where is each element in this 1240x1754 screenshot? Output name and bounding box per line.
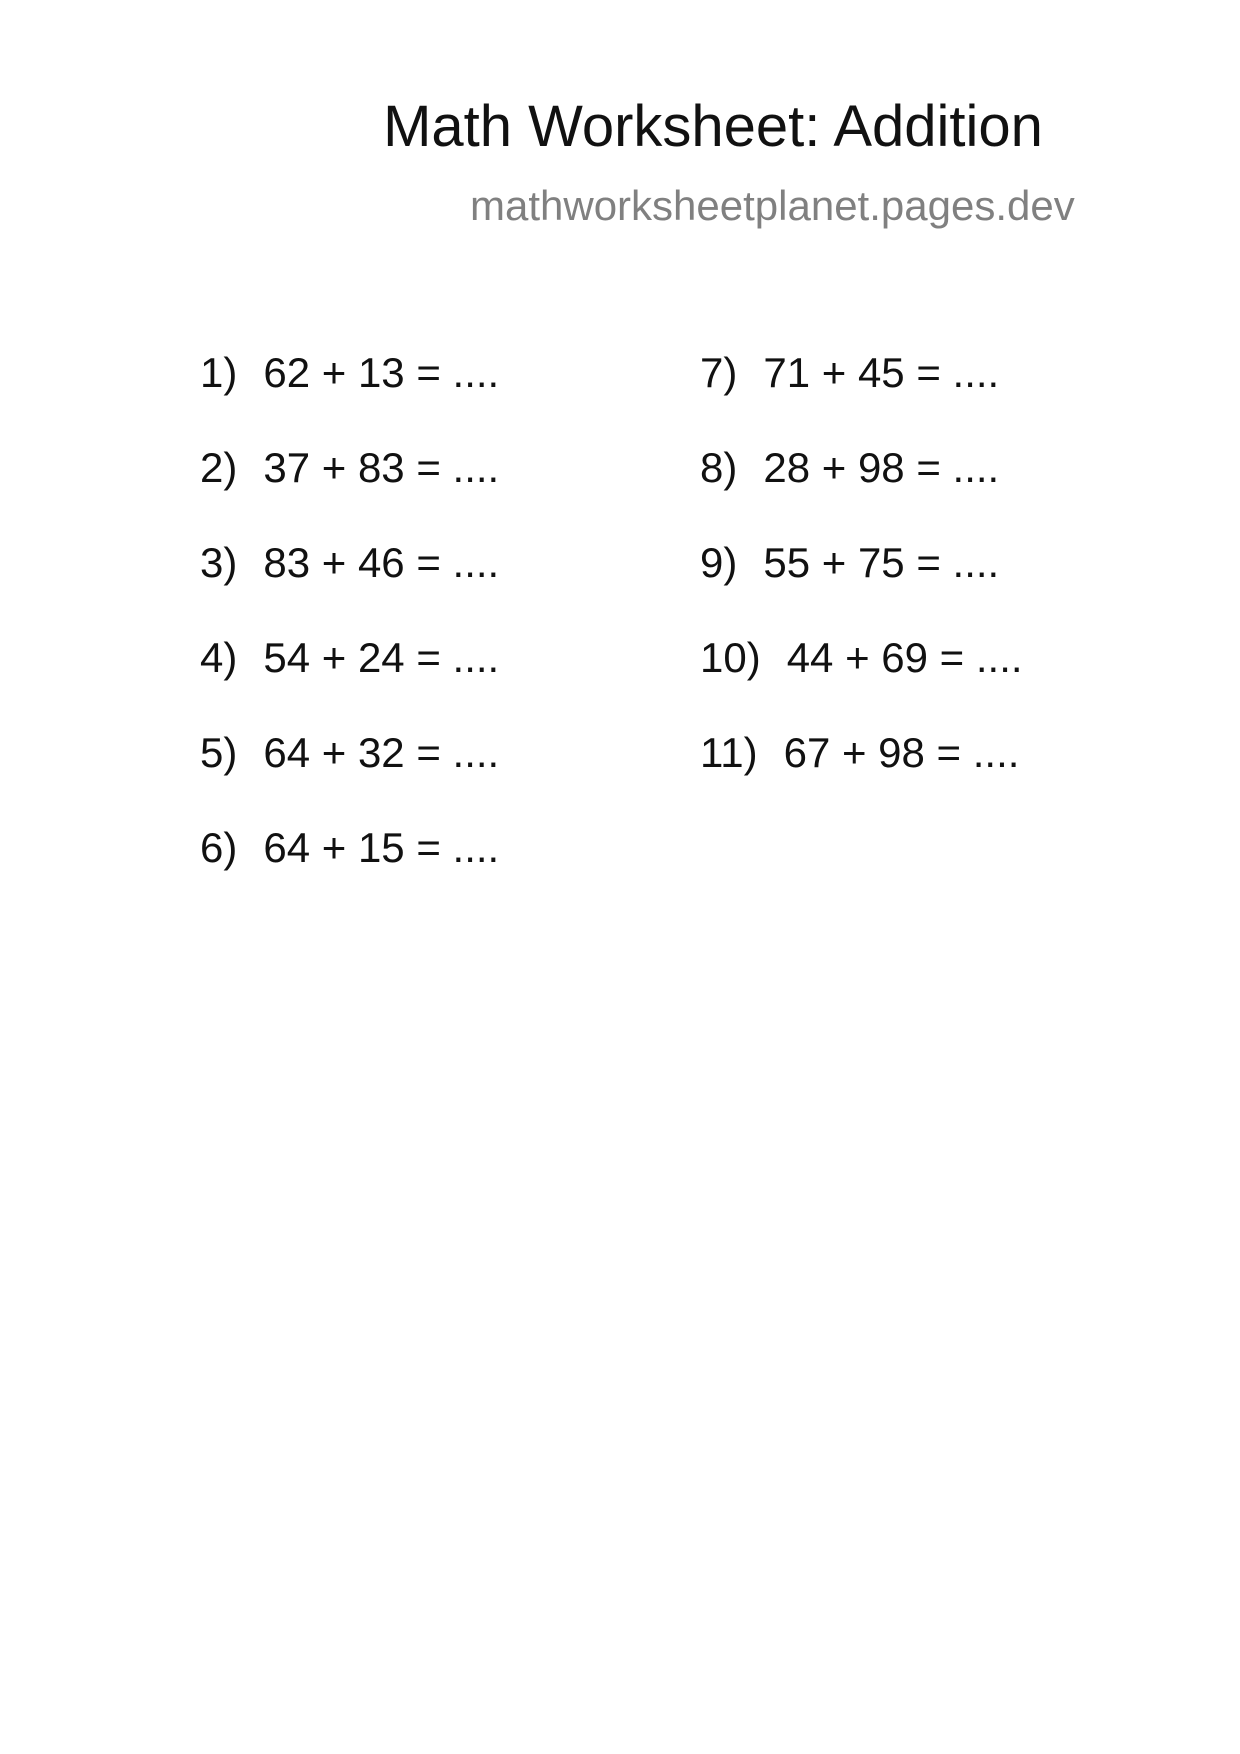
problem-number: 8) (700, 444, 738, 491)
problem-9 (700, 539, 1023, 637)
problem-expression: 44 + 69 = .... (786, 634, 1023, 681)
problem-number: 7) (700, 349, 738, 396)
problem-expression: 55 + 75 = .... (763, 539, 1000, 586)
problem-expression: 71 + 45 = .... (763, 349, 1000, 396)
page-title: Math Worksheet: Addition (383, 94, 1043, 159)
problem-expression: 83 + 46 = .... (263, 539, 500, 586)
problem-number: 5) (200, 729, 238, 776)
problem-1 (200, 349, 500, 447)
problems-column-right (700, 349, 1023, 827)
problem-expression: 28 + 98 = .... (763, 444, 1000, 491)
problem-8 (700, 444, 1023, 542)
problem-4 (200, 634, 500, 732)
problem-2 (200, 444, 500, 542)
problem-number: 9) (700, 539, 738, 586)
problem-number: 10) (700, 634, 761, 681)
problem-expression: 62 + 13 = .... (263, 349, 500, 396)
problem-11 (700, 729, 1023, 827)
problem-7 (700, 349, 1023, 447)
problems-column-left (200, 349, 500, 922)
problem-expression: 64 + 32 = .... (263, 729, 500, 776)
problem-number: 11) (700, 729, 758, 776)
problem-expression: 37 + 83 = .... (263, 444, 500, 491)
problem-10 (700, 634, 1023, 732)
problem-number: 1) (200, 349, 238, 396)
problem-6 (200, 824, 500, 922)
problem-expression: 54 + 24 = .... (263, 634, 500, 681)
problem-number: 3) (200, 539, 238, 586)
problem-expression: 64 + 15 = .... (263, 824, 500, 871)
problem-5 (200, 729, 500, 827)
problem-number: 6) (200, 824, 238, 871)
site-url: mathworksheetplanet.pages.dev (470, 182, 1075, 229)
problem-3 (200, 539, 500, 637)
problem-expression: 67 + 98 = .... (783, 729, 1020, 776)
problem-number: 4) (200, 634, 238, 681)
problem-number: 2) (200, 444, 238, 491)
